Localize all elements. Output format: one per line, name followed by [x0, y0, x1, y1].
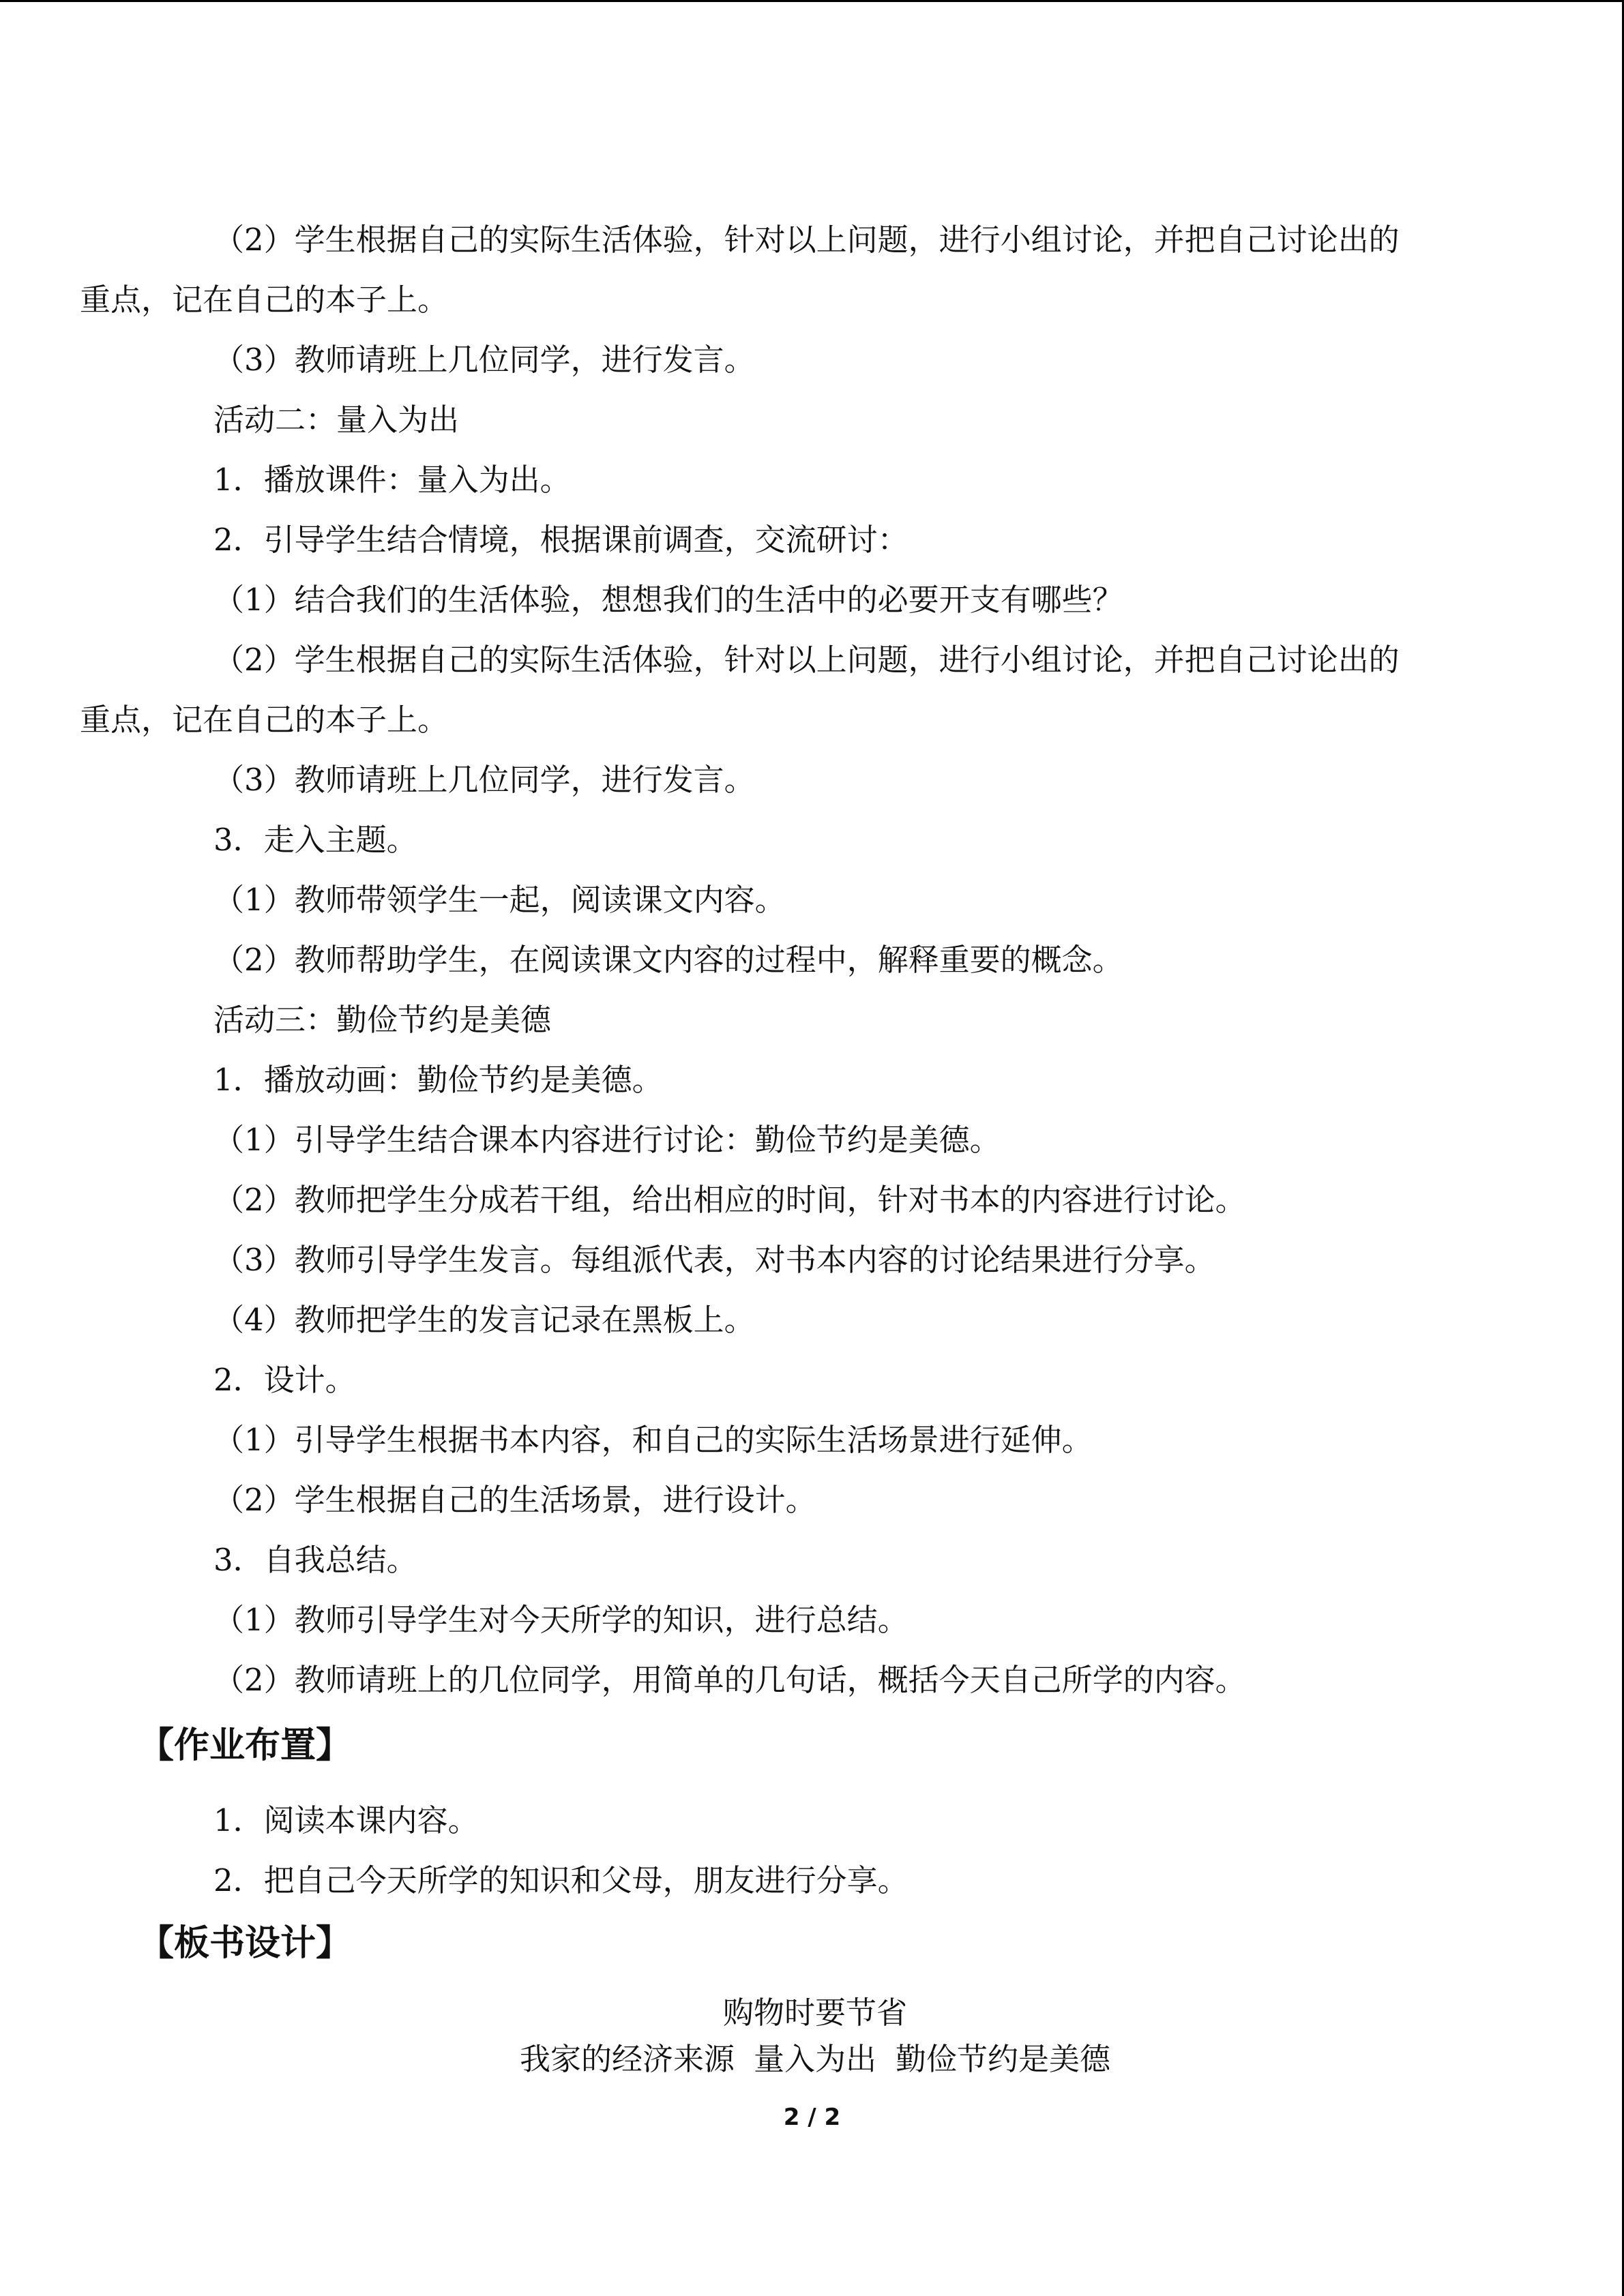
paragraph-text-continued: 重点，记在自己的本子上。 [80, 282, 449, 318]
sub-item-group-students: （2）教师把学生分成若干组，给出相应的时间，针对书本的内容进行讨论。 [213, 1182, 1246, 1218]
homework-item-read: 1．阅读本课内容。 [213, 1802, 479, 1838]
sub-item-students-summarize: （2）教师请班上的几位同学，用简单的几句话，概括今天自己所学的内容。 [213, 1662, 1246, 1698]
blackboard-title: 购物时要节省 [722, 1995, 907, 2031]
homework-item-share: 2．把自己今天所学的知识和父母，朋友进行分享。 [213, 1862, 909, 1898]
page-content [80, 210, 1483, 2083]
sub-item-guide-discussion: （1）引导学生结合课本内容进行讨论：勤俭节约是美德。 [213, 1122, 1001, 1158]
activity-two-title: 活动二：量入为出 [213, 402, 460, 438]
blackboard-design [147, 1990, 1483, 2083]
step-design: 2．设计。 [213, 1362, 356, 1398]
step-guide-students: 2．引导学生结合情境，根据课前调查，交流研讨： [213, 522, 909, 558]
blackboard-design-heading: 【板书设计】 [138, 1923, 352, 1964]
step-play-courseware: 1．播放课件：量入为出。 [213, 462, 571, 498]
sub-item-students-design: （2）学生根据自己的生活场景，进行设计。 [213, 1482, 816, 1518]
sub-item-record-blackboard: （4）教师把学生的发言记录在黑板上。 [213, 1302, 755, 1338]
sub-item-representative-share: （3）教师引导学生发言。每组派代表，对书本内容的讨论结果进行分享。 [213, 1242, 1215, 1278]
paragraph-speech-1: （3）教师请班上几位同学，进行发言。 [213, 342, 755, 378]
paragraph-text: （2）学生根据自己的实际生活体验，针对以上问题，进行小组讨论，并把自己讨论出的 [213, 222, 1400, 258]
sub-item-extend-scenes: （1）引导学生根据书本内容，和自己的实际生活场景进行延伸。 [213, 1422, 1093, 1458]
sub-item-read-text: （1）教师带领学生一起，阅读课文内容。 [213, 882, 786, 918]
blackboard-point-budget: 量入为出 [753, 2041, 876, 2077]
paragraph-discussion-1 [80, 210, 1483, 330]
paragraph-text-continued: 重点，记在自己的本子上。 [80, 702, 449, 738]
step-self-summary: 3．自我总结。 [213, 1542, 417, 1578]
sub-item-explain-concepts: （2）教师帮助学生，在阅读课文内容的过程中，解释重要的概念。 [213, 942, 1123, 978]
blackboard-point-thrift: 勤俭节约是美德 [896, 2041, 1111, 2077]
blackboard-points [147, 2036, 1483, 2083]
page-number: 2 / 2 [783, 2104, 841, 2131]
blackboard-point-income: 我家的经济来源 [519, 2041, 735, 2077]
paragraph-text: （2）学生根据自己的实际生活体验，针对以上问题，进行小组讨论，并把自己讨论出的 [213, 642, 1400, 678]
paragraph-discussion-2 [80, 630, 1483, 750]
sub-item-teacher-summary: （1）教师引导学生对今天所学的知识，进行总结。 [213, 1602, 909, 1638]
activity-three-title: 活动三：勤俭节约是美德 [213, 1002, 552, 1038]
homework-heading: 【作业布置】 [138, 1725, 352, 1766]
step-enter-theme: 3．走入主题。 [213, 822, 417, 858]
step-play-animation: 1．播放动画：勤俭节约是美德。 [213, 1062, 663, 1098]
paragraph-speech-2: （3）教师请班上几位同学，进行发言。 [213, 762, 755, 798]
sub-item-necessary-expenses: （1）结合我们的生活体验，想想我们的生活中的必要开支有哪些？ [213, 582, 1123, 618]
